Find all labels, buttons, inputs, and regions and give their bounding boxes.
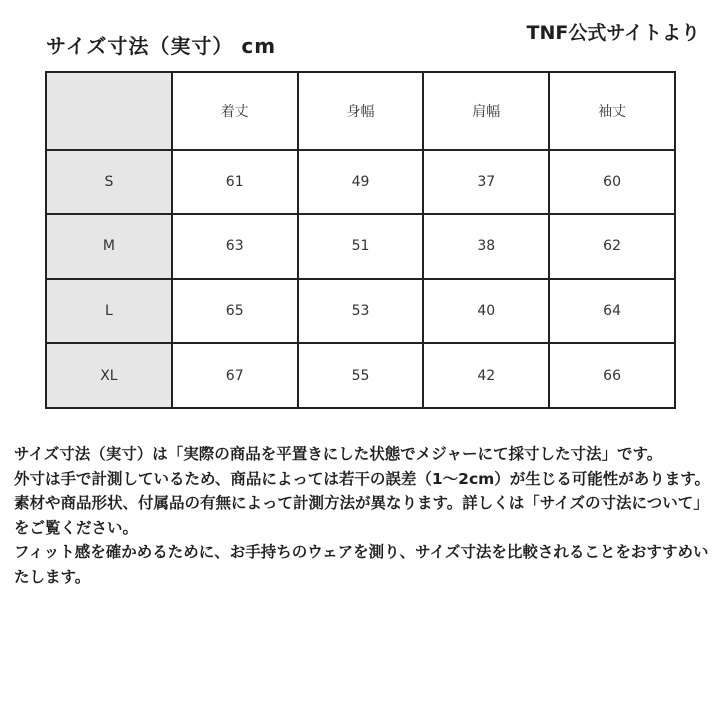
note-paragraph: 素材や商品形状、付属品の有無によって計測方法が異なります。詳しくは「サイズの寸法について」をご覧ください。: [14, 494, 709, 537]
table-cell: 49: [298, 150, 424, 215]
table-row: [46, 214, 675, 279]
table-cell: 63: [172, 214, 298, 279]
column-header: 袖丈: [549, 72, 675, 150]
table-cell: 64: [549, 279, 675, 344]
note-paragraph: サイズ寸法（実寸）は「実際の商品を平置きにした状態でメジャーにて採寸した寸法」です。: [14, 445, 663, 463]
table-cell: 51: [298, 214, 424, 279]
table-cell: 38: [423, 214, 549, 279]
table-cell: 53: [298, 279, 424, 344]
table-cell: 40: [423, 279, 549, 344]
column-header: 着丈: [172, 72, 298, 150]
size-label: L: [46, 279, 172, 344]
table-cell: 37: [423, 150, 549, 215]
size-label: XL: [46, 343, 172, 408]
table-cell: 42: [423, 343, 549, 408]
table-cell: 60: [549, 150, 675, 215]
size-table: [45, 71, 676, 409]
table-cell: 62: [549, 214, 675, 279]
size-label: S: [46, 150, 172, 215]
table-cell: 65: [172, 279, 298, 344]
notes-section: [14, 442, 714, 590]
page-title: サイズ寸法（実寸） cm: [46, 34, 277, 58]
corner-cell: [46, 72, 172, 150]
note-paragraph: 外寸は手で計測しているため、商品によっては若干の誤差（1～2cm）が生じる可能性があります。: [14, 469, 711, 488]
table-row: [46, 279, 675, 344]
table-row: [46, 150, 675, 215]
table-cell: 55: [298, 343, 424, 408]
table-header-row: [46, 72, 675, 150]
table-cell: 61: [172, 150, 298, 215]
table-cell: 67: [172, 343, 298, 408]
column-header: 身幅: [298, 72, 424, 150]
table-row: [46, 343, 675, 408]
size-label: M: [46, 214, 172, 279]
column-header: 肩幅: [423, 72, 549, 150]
source-note: TNF公式サイトより: [526, 22, 700, 44]
note-paragraph: フィット感を確かめるために、お手持ちのウェアを測り、サイズ寸法を比較されることをおすすめいたします。: [14, 543, 709, 586]
table-cell: 66: [549, 343, 675, 408]
